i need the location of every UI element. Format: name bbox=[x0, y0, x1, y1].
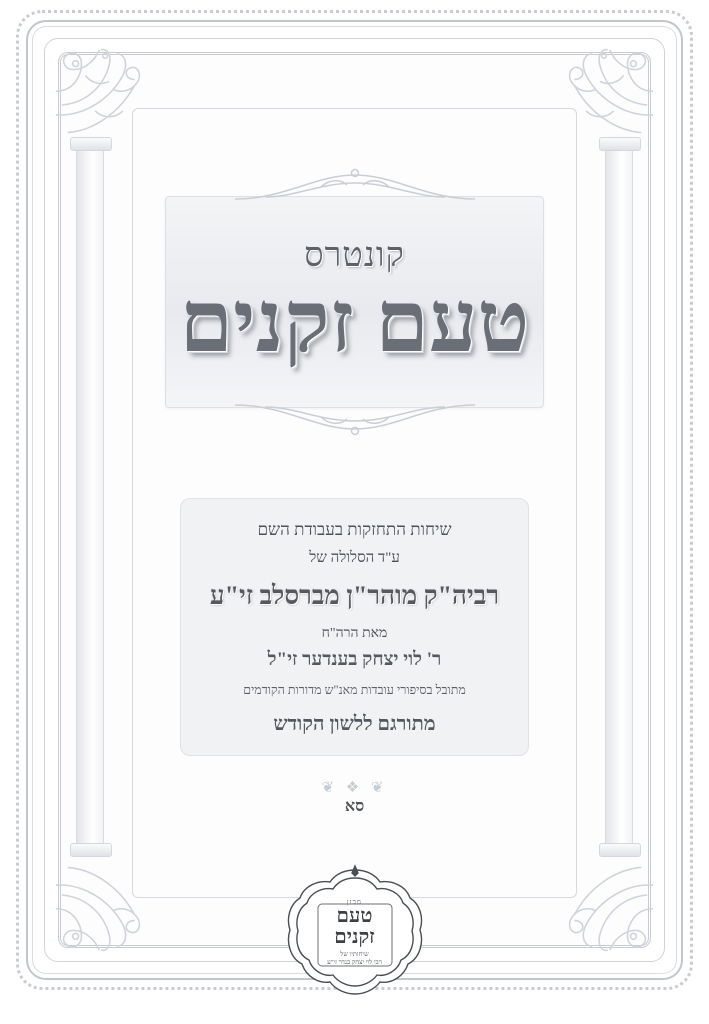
seal-word-1: טעם bbox=[336, 905, 373, 927]
book-title: טעם זקנים bbox=[179, 273, 530, 370]
subtitle-line-6: מתובל בסיפורי עובדות מאנ"ש מדורות הקודמים bbox=[243, 682, 466, 697]
corner-flourish-bottom-right-icon bbox=[539, 836, 657, 954]
right-pillar-ornament bbox=[605, 150, 633, 844]
seal-sub-2: רבי לוי יצחק בנדר זי"ע bbox=[327, 959, 382, 966]
series-label: קונטרס bbox=[304, 236, 405, 274]
seal-text-block bbox=[280, 898, 430, 966]
publisher-seal bbox=[280, 864, 430, 1006]
issue-ornament-icon: ❦ ❖ ❦ bbox=[321, 780, 388, 796]
issue-number: סא bbox=[344, 798, 365, 815]
subtitle-line-4: מאת הרה"ח bbox=[321, 626, 388, 641]
corner-flourish-top-right-icon bbox=[539, 46, 657, 164]
seal-word-2: זקנים bbox=[334, 926, 375, 948]
subtitle-line-7-translation-note: מתורגם ללשון הקודש bbox=[273, 713, 436, 736]
corner-flourish-top-left-icon bbox=[52, 46, 170, 164]
seal-sub-1: שיחותיו של bbox=[340, 951, 369, 958]
subtitle-line-5-author: ר' לוי יצחק בענדער זי"ל bbox=[267, 649, 442, 670]
subtitle-line-3-author-rebbe: רביה"ק מוהר"ן מברסלב זי"ע bbox=[209, 581, 500, 610]
plaque-ornament-bottom-icon bbox=[166, 399, 543, 437]
left-pillar-ornament bbox=[76, 150, 104, 844]
seal-small-top: מכון bbox=[346, 898, 363, 906]
subtitle-line-1: שיחות התחזקות בעבודת השם bbox=[257, 520, 452, 539]
subtitle-line-2: ע"ד הסלולה של bbox=[309, 549, 400, 566]
corner-flourish-bottom-left-icon bbox=[52, 836, 170, 954]
title-plaque bbox=[165, 196, 544, 408]
subtitle-panel bbox=[180, 498, 529, 756]
issue-block bbox=[0, 778, 709, 816]
